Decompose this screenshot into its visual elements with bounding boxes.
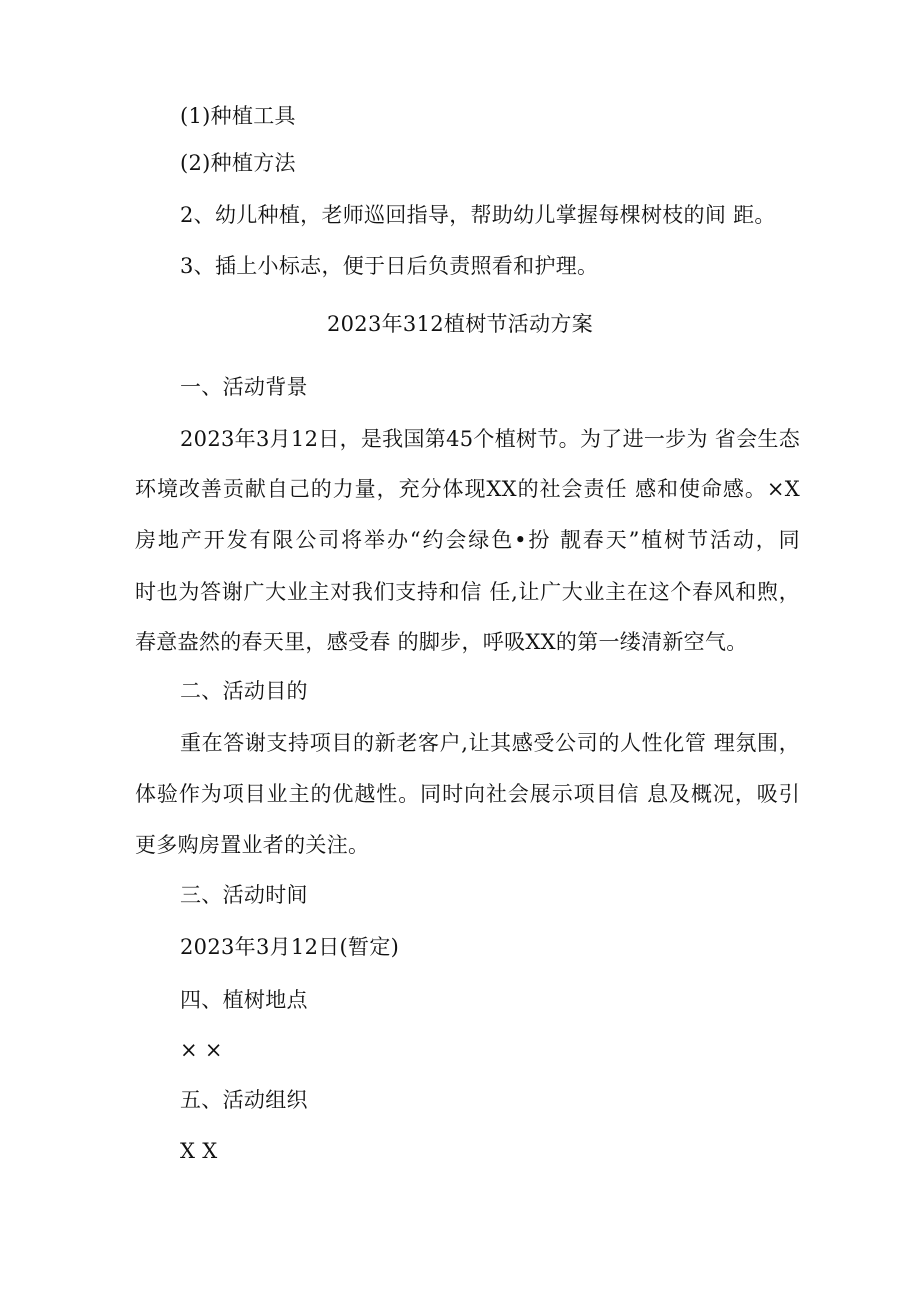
section-1-line: 房地产开发有限公司将举办“约会绿色•扮 靓春天”植树节活动，同 [135, 528, 800, 552]
section-1-line: 时也为答谢广大业主对我们支持和信 任,让广大业主在这个春风和煦， [135, 580, 800, 604]
section-1-heading: 一、活动背景 [180, 375, 308, 399]
section-5-value: X X [180, 1139, 218, 1163]
section-3-heading: 三、活动时间 [180, 883, 308, 907]
section-2-line: 更多购房置业者的关注。 [135, 833, 370, 857]
list-item-planting-tools: (1)种植工具 [180, 104, 296, 128]
step-2-text: 2、幼儿种植，老师巡回指导，帮助幼儿掌握每棵树枝的间 距。 [180, 203, 776, 227]
section-1-line: 2023年3月12日，是我国第45个植树节。为了进一步为 省会生态 [180, 427, 800, 451]
step-3-text: 3、插上小标志，便于日后负责照看和护理。 [180, 254, 599, 278]
section-4-heading: 四、植树地点 [180, 988, 308, 1012]
section-1-line: 春意盎然的春天里，感受春 的脚步，呼吸XX的第一缕清新空气。 [135, 630, 748, 654]
section-3-value: 2023年3月12日(暂定) [180, 935, 400, 959]
section-5-heading: 五、活动组织 [180, 1088, 308, 1112]
section-2-line: 体验作为项目业主的优越性。同时向社会展示项目信 息及概况，吸引 [135, 782, 800, 806]
section-4-value: × × [180, 1038, 223, 1062]
list-item-planting-method: (2)种植方法 [180, 151, 296, 175]
section-2-line: 重在答谢支持项目的新老客户,让其感受公司的人性化管 理氛围， [180, 731, 800, 755]
document-title: 2023年312植树节活动方案 [326, 312, 594, 336]
section-1-line: 环境改善贡献自己的力量，充分体现XX的社会责任 感和使命感。×X [135, 477, 800, 501]
section-2-heading: 二、活动目的 [180, 679, 308, 703]
